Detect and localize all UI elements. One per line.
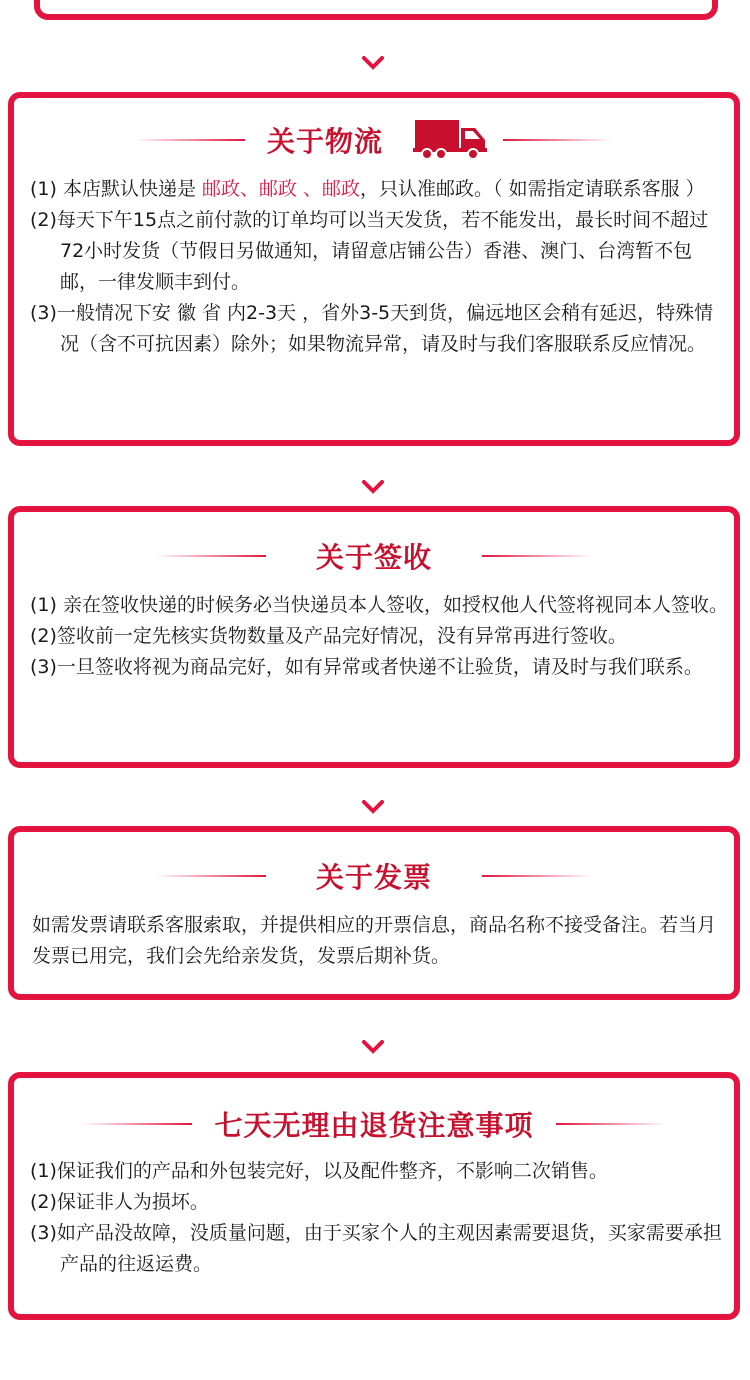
list-item: (1) 亲在签收快递的时候务必当快递员本人签收，如授权他人代签将视同本人签收。 xyxy=(30,594,728,616)
invoice-card xyxy=(8,826,740,1000)
logistics-title: 关于物流 xyxy=(266,125,383,158)
chevron-down-icon xyxy=(362,1040,384,1054)
list-item: (2)保证非人为损坏。 xyxy=(30,1191,209,1213)
returns-heading xyxy=(14,1104,734,1144)
item-text: ，只认准邮政。（ 如需指定请联系客服 ） xyxy=(360,178,705,200)
list-item: (2)签收前一定先核实货物数量及产品完好情况，没有异常再进行签收。 xyxy=(30,625,627,647)
invoice-heading xyxy=(14,856,734,896)
list-item: (1)保证我们的产品和外包装完好，以及配件整齐，不影响二次销售。 xyxy=(30,1160,608,1182)
divider-line xyxy=(82,1123,192,1125)
chevron-down-icon xyxy=(362,56,384,70)
divider-line xyxy=(156,875,266,877)
previous-section-frame xyxy=(34,0,718,20)
list-item: (3)如产品没故障，没质量问题，由于买家个人的主观因素需要退货，买家需要承担产品的往返运费。 xyxy=(30,1222,722,1275)
divider-line xyxy=(482,555,592,557)
item-text: (1) 本店默认快递是 xyxy=(30,178,202,200)
returns-card xyxy=(8,1072,740,1320)
logistics-card xyxy=(8,92,740,446)
returns-list xyxy=(30,1156,730,1280)
signing-list xyxy=(30,590,730,683)
list-item: (3)一般情况下安 徽 省 内2-3天 ，省外3-5天到货，偏远地区会稍有延迟，特殊情况（含不可抗因素）除外；如果物流异常，请及时与我们客服联系反应情况。 xyxy=(30,302,714,355)
list-item xyxy=(30,174,730,205)
truck-icon xyxy=(413,116,487,164)
divider-line xyxy=(482,875,592,877)
invoice-title: 关于发票 xyxy=(315,861,432,894)
logistics-list xyxy=(30,174,730,360)
signing-title: 关于签收 xyxy=(315,541,432,574)
chevron-down-icon xyxy=(362,800,384,814)
logistics-heading xyxy=(14,120,734,160)
signing-card xyxy=(8,506,740,768)
list-item: (2)每天下午15点之前付款的订单均可以当天发货，若不能发出，最长时间不超过72小时发货（节假日另做通知，请留意店铺公告）香港、澳门、台湾暂不包邮，一律发顺丰到付。 xyxy=(30,209,709,293)
divider-line xyxy=(556,1123,666,1125)
chevron-down-icon xyxy=(362,480,384,494)
signing-heading xyxy=(14,536,734,576)
invoice-text: 如需发票请联系客服索取，并提供相应的开票信息，商品名称不接受备注。若当月发票已用完，我们会先给亲发货，发票后期补货。 xyxy=(32,914,717,967)
courier-highlight: 邮政、邮政 、邮政 xyxy=(202,178,361,200)
divider-line xyxy=(135,139,245,141)
returns-title: 七天无理由退货注意事项 xyxy=(214,1109,534,1142)
divider-line xyxy=(503,139,613,141)
divider-line xyxy=(156,555,266,557)
list-item: (3)一旦签收将视为商品完好，如有异常或者快递不让验货，请及时与我们联系。 xyxy=(30,656,703,678)
